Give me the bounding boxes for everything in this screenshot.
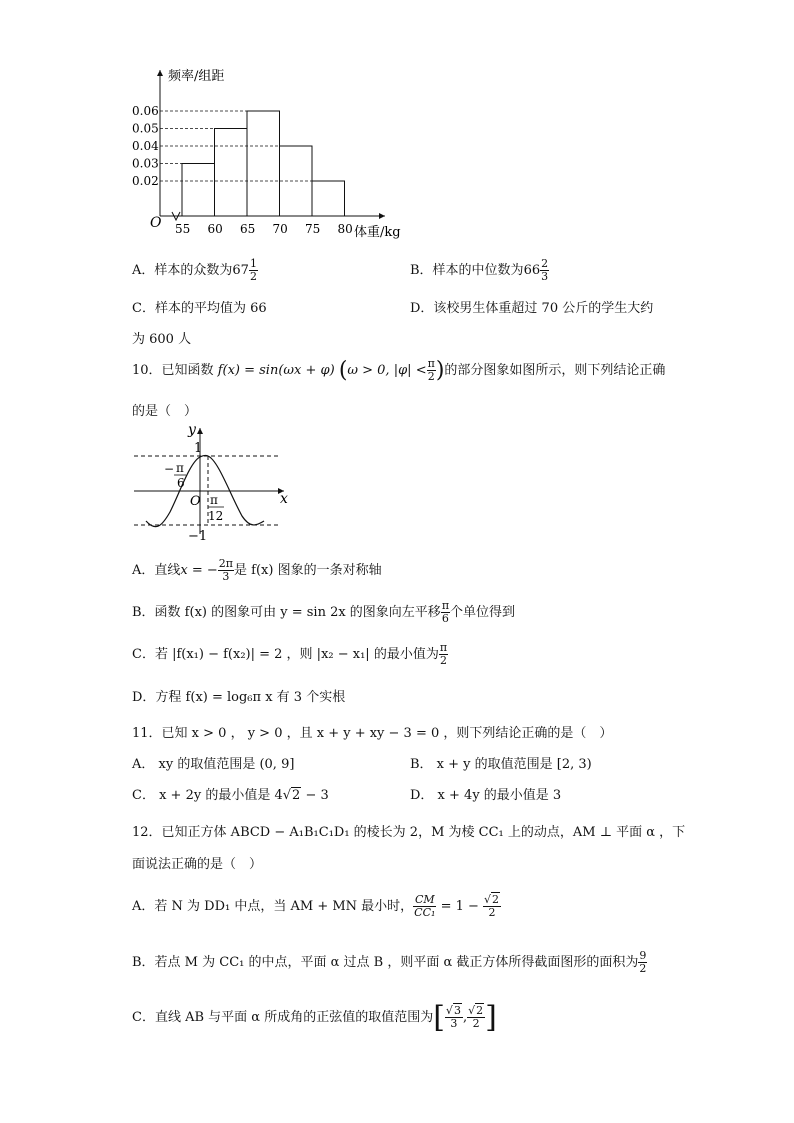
sine-graph — [128, 422, 298, 550]
q10-a-eq: x = − — [180, 563, 218, 578]
q12-c-n1-rad: 3 — [453, 1004, 461, 1017]
frequency-histogram — [132, 62, 420, 247]
q9-b-num: 2 — [541, 257, 549, 270]
graph-pi12-den: 12 — [208, 509, 224, 523]
q10-cond-num: π — [427, 357, 435, 370]
q12-option-b — [132, 950, 647, 975]
q12-a-pre: A．若 N 为 DD₁ 中点，当 AM + MN 最小时， — [132, 899, 414, 914]
q9-b-frac — [540, 258, 549, 283]
x-tick-label: 80 — [337, 222, 353, 236]
graph-neg-one-label: −1 — [188, 529, 208, 544]
histogram-bar — [215, 129, 248, 217]
y-tick-labels — [132, 104, 159, 188]
q12-option-a — [132, 894, 501, 919]
y-tick-label: 0.02 — [132, 174, 159, 188]
graph-y-label: y — [188, 422, 196, 438]
q9-option-a — [132, 258, 258, 283]
q9-a-int: 67 — [232, 263, 249, 278]
q10-lead: 10．已知函数 — [132, 363, 214, 378]
graph-x-label: x — [280, 491, 288, 507]
graph-one-label: 1 — [194, 441, 203, 456]
q12-a-den: CC₁ — [414, 906, 436, 919]
q9-option-d: D．该校男生体重超过 70 公斤的学生大约 — [410, 301, 654, 316]
q11-option-d: D． x + 4y 的最小值是 3 — [410, 788, 562, 803]
graph-pi12-num: π — [210, 493, 218, 507]
q11-c-post: − 3 — [301, 788, 329, 803]
y-tick-label: 0.03 — [132, 156, 159, 171]
q10-c-den: 2 — [439, 654, 447, 667]
q11-c-pre: C． x + 2y 的最小值是 4 — [132, 788, 283, 803]
q9-b-label: B．样本的中位数为 — [410, 263, 524, 278]
histogram-bars — [182, 111, 345, 216]
q10-b-frac — [441, 600, 450, 625]
x-tick-label: 75 — [305, 222, 321, 236]
q10-a-num: 2π — [218, 557, 234, 570]
x-axis-label: 体重/kg — [354, 225, 401, 240]
q9-b-int: 66 — [523, 263, 541, 278]
q10-a-pre: A．直线 — [132, 563, 181, 578]
x-tick-label: 65 — [240, 222, 256, 236]
q10-stem — [132, 358, 665, 383]
q12-stem: 12．已知正方体 ABCD − A₁B₁C₁D₁ 的棱长为 2，M 为棱 CC₁ 上的动点，AM ⊥ 平面 α ，下 — [132, 825, 686, 840]
q12-c-n2-rad: 2 — [476, 1004, 484, 1017]
graph-origin-label: O — [190, 494, 201, 509]
q9-a-frac — [249, 258, 258, 283]
q12-c-pre: C．直线 AB 与平面 α 所成角的正弦值的取值范围为 — [132, 1010, 434, 1025]
x-tick-label: 60 — [207, 222, 223, 236]
q12-c-right-bracket: ] — [485, 1000, 497, 1035]
q12-c-n2: √2 — [468, 1004, 484, 1017]
q12-stem-line2: 面说法正确的是（ ） — [132, 857, 263, 872]
q12-a-root-num: √2 — [484, 893, 500, 906]
q11-option-b: B． x + y 的取值范围是 [2, 3) — [410, 757, 592, 772]
graph-neg-pi6-den: 6 — [177, 476, 185, 490]
q9-a-num: 1 — [249, 257, 257, 270]
q9-option-c: C．样本的平均值为 66 — [132, 301, 267, 316]
q12-c-d1: 3 — [450, 1017, 458, 1030]
q9-b-den: 3 — [541, 270, 549, 283]
q12-c-left-bracket: [ — [433, 1000, 445, 1035]
q10-option-b — [132, 600, 515, 625]
q12-a-num: CM — [414, 893, 435, 906]
q11-c-sqrt-sign: √ — [282, 788, 292, 803]
q12-b-pre: B．若点 M 为 CC₁ 的中点，平面 α 过点 B ，则平面 α 截正方体所得截面图形的面积为 — [132, 955, 639, 970]
q10-cond-den: 2 — [427, 370, 435, 383]
x-tick-labels — [175, 222, 353, 236]
q10-c-pre: C．若 |f(x₁) − f(x₂)| = 2 ，则 |x₂ − x₁| 的最小值为 — [132, 647, 439, 662]
graph-neg-pi6-num: π — [176, 461, 184, 475]
q10-stem-line2: 的是（ ） — [132, 404, 198, 419]
y-axis-label: 频率/组距 — [168, 69, 225, 84]
q11-option-a: A． xy 的取值范围是 (0, 9] — [132, 757, 295, 772]
x-tick-label: 55 — [175, 222, 191, 236]
q12-a-rnum: 2 — [492, 893, 500, 906]
q9-a-den: 2 — [249, 270, 257, 283]
q12-a-root-frac — [483, 894, 501, 919]
y-tick-label: 0.05 — [132, 121, 159, 136]
q10-condition: ω > 0, |φ| < — [347, 363, 427, 378]
q10-cond-frac — [427, 358, 436, 383]
q11-c-radicand: 2 — [292, 788, 301, 803]
q10-tail: 的部分图象如图所示，则下列结论正确 — [444, 363, 666, 378]
q9-a-label: A．样本的众数为 — [132, 263, 233, 278]
graph-neg-sign: − — [164, 462, 175, 476]
q10-b-pre: B．函数 f(x) 的图象可由 y = sin 2x 的图象向左平移 — [132, 605, 441, 620]
q10-left-paren: ( — [338, 358, 348, 383]
histogram-bar — [312, 181, 345, 216]
q10-b-num: π — [441, 599, 450, 612]
q10-c-num: π — [439, 641, 448, 654]
q11-stem: 11．已知 x > 0 ， y > 0 ，且 x + y + xy − 3 = 0 ，则下列结论正确的是（ ） — [132, 726, 613, 741]
x-tick-label: 70 — [272, 222, 288, 236]
q10-right-paren: ) — [435, 358, 445, 383]
q10-a-post: 是 f(x) 图象的一条对称轴 — [234, 563, 382, 578]
q12-c-frac1 — [445, 1005, 463, 1030]
q9-option-d-cont: 为 600 人 — [132, 332, 192, 347]
origin-label: O — [150, 215, 162, 231]
q10-b-den: 6 — [441, 612, 449, 625]
q10-a-frac — [218, 558, 234, 583]
q10-option-a — [132, 558, 382, 583]
histogram-bar — [182, 164, 215, 217]
q12-option-c — [132, 1000, 497, 1035]
q12-b-frac — [638, 950, 647, 975]
q12-c-comma: , — [462, 1010, 468, 1025]
y-tick-label: 0.04 — [132, 139, 159, 153]
q10-c-frac — [439, 642, 448, 667]
q12-a-rden: 2 — [488, 906, 496, 919]
q12-a-mid: = 1 − — [440, 899, 479, 914]
q12-c-frac2 — [467, 1005, 485, 1030]
q12-c-n1: √3 — [445, 1004, 461, 1017]
q10-a-den: 3 — [222, 570, 230, 583]
q12-a-frac — [413, 894, 436, 919]
q10-option-c — [132, 642, 448, 667]
q9-option-b — [410, 258, 549, 283]
y-tick-label: 0.06 — [132, 104, 159, 118]
q12-b-den: 2 — [639, 962, 647, 975]
q11-option-c — [132, 784, 329, 803]
q10-b-post: 个单位得到 — [450, 605, 516, 620]
q10-function: f(x) = sin(ωx + φ) — [217, 363, 335, 378]
q12-c-d2: 2 — [472, 1017, 480, 1030]
q10-option-d: D．方程 f(x) = log₆π x 有 3 个实根 — [132, 690, 346, 705]
q12-b-num: 9 — [639, 949, 647, 962]
histogram-bar — [247, 111, 280, 216]
